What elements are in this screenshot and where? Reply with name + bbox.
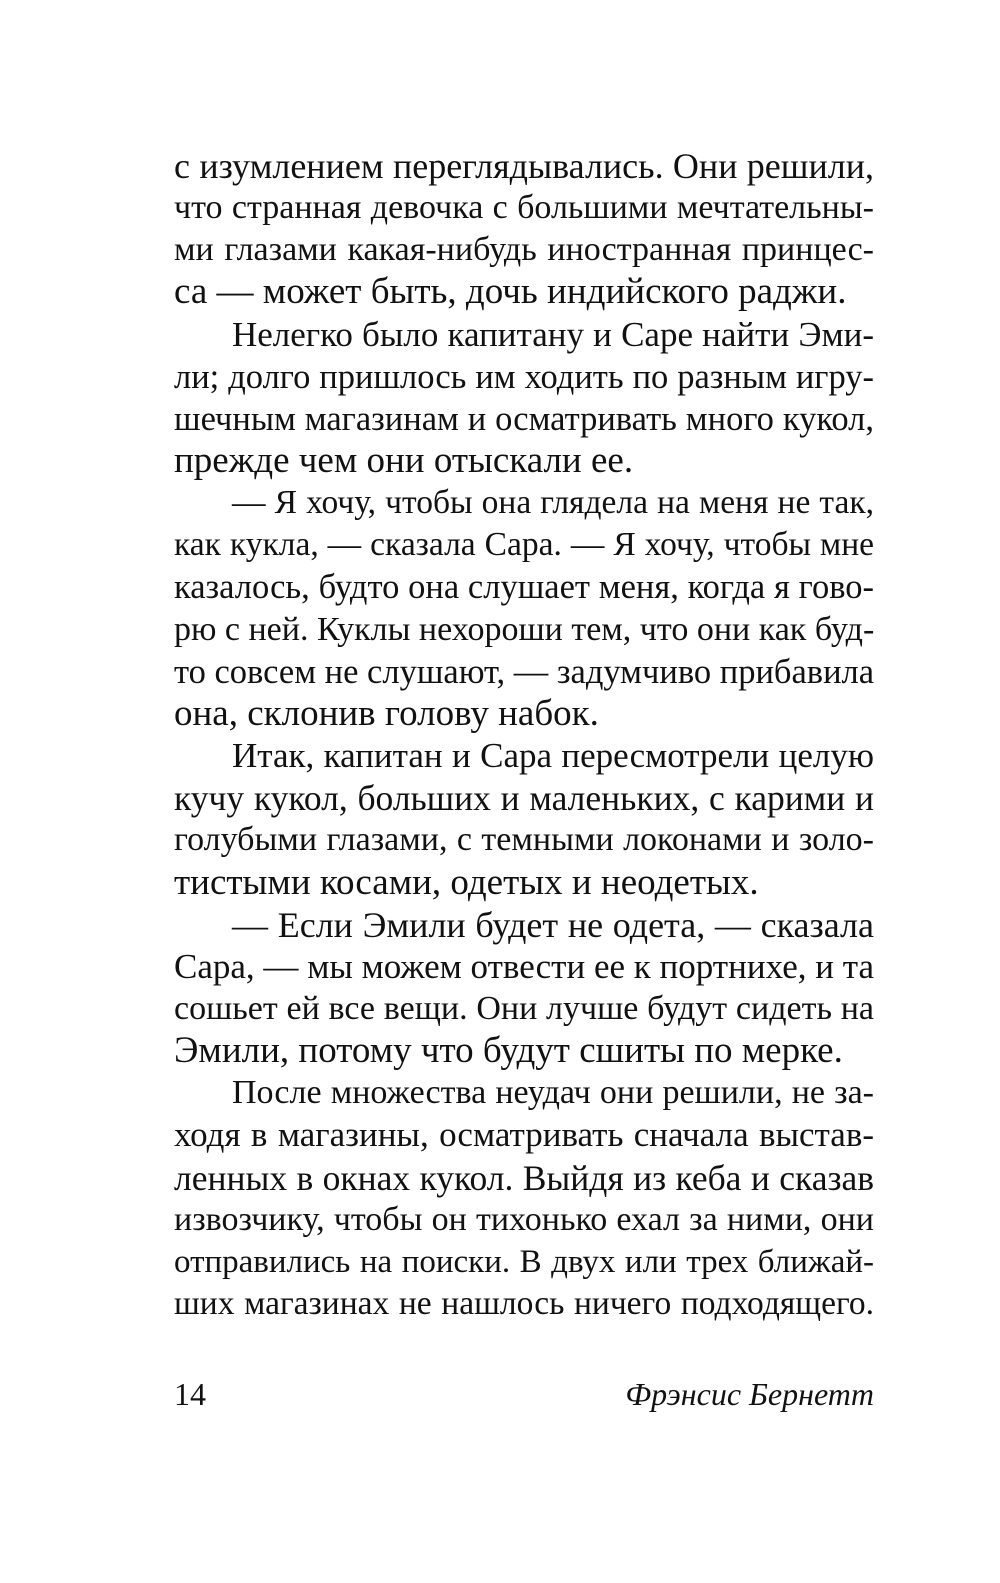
text-line-15: Итак, капитан и Сара пересмотрели целую — [232, 736, 874, 775]
text-line-14: она, склонив голову набок. — [174, 693, 599, 734]
text-line-12: рю с ней. Куклы нехороши тем, что они как буд- — [174, 611, 875, 648]
text-line-20: Сара, — мы можем отвести ее к портнихе, и та — [174, 947, 874, 986]
text-line-13: то совсем не слушают, — задумчиво прибавила — [174, 653, 875, 691]
text-line-1: с изумлением переглядывались. Они решили, — [174, 146, 874, 186]
running-footer: Фрэнсис Бернетт — [625, 1376, 874, 1412]
text-line-27: отправились на поиски. В двух или трех ближай- — [174, 1244, 874, 1280]
text-line-10: как кукла, — сказала Сара. — Я хочу, чтобы мне — [174, 526, 874, 563]
text-line-8: прежде чем они отыскали ее. — [174, 440, 634, 481]
text-line-19: — Если Эмили будет не одета, — сказала — [232, 905, 874, 945]
text-line-25: ленных в окнах кукол. Выйдя из кеба и сказав — [174, 1158, 874, 1198]
text-line-7: шечным магазинам и осматривать много кукол, — [174, 400, 874, 438]
page-number: 14 — [174, 1376, 206, 1412]
text-line-18: тистыми косами, одетых и неодетых. — [174, 862, 759, 903]
text-line-4: са — может быть, дочь индийского раджи. — [174, 271, 847, 312]
text-line-3: ми глазами какая-нибудь иностранная принцес- — [174, 231, 874, 268]
text-line-21: сошьет ей все вещи. Они лучше будут сидеть на — [174, 990, 874, 1027]
text-line-5: Нелегко было капитану и Саре найти Эми- — [232, 315, 874, 354]
text-line-28: ших магазинах не нашлось ничего подходящего. — [174, 1285, 874, 1322]
text-line-23: После множества неудач они решили, не за- — [232, 1074, 874, 1111]
text-line-2: что странная девочка с большими мечтательны- — [174, 189, 874, 226]
text-line-26: извозчику, чтобы он тихонько ехал за ними, они — [174, 1201, 874, 1238]
text-line-11: казалось, будто она слушает меня, когда я гово- — [174, 568, 874, 606]
text-line-6: ли; долго пришлось им ходить по разным игру- — [174, 358, 874, 396]
text-line-24: ходя в магазины, осматривать сначала выстав- — [174, 1115, 874, 1154]
text-line-17: голубыми глазами, с темными локонами и золо- — [174, 821, 874, 858]
text-line-9: — Я хочу, чтобы она глядела на меня не так, — [232, 484, 874, 521]
text-line-16: кучу кукол, больших и маленьких, с карими и — [174, 778, 874, 818]
text-line-22: Эмили, потому что будут сшиты по мерке. — [174, 1030, 843, 1071]
